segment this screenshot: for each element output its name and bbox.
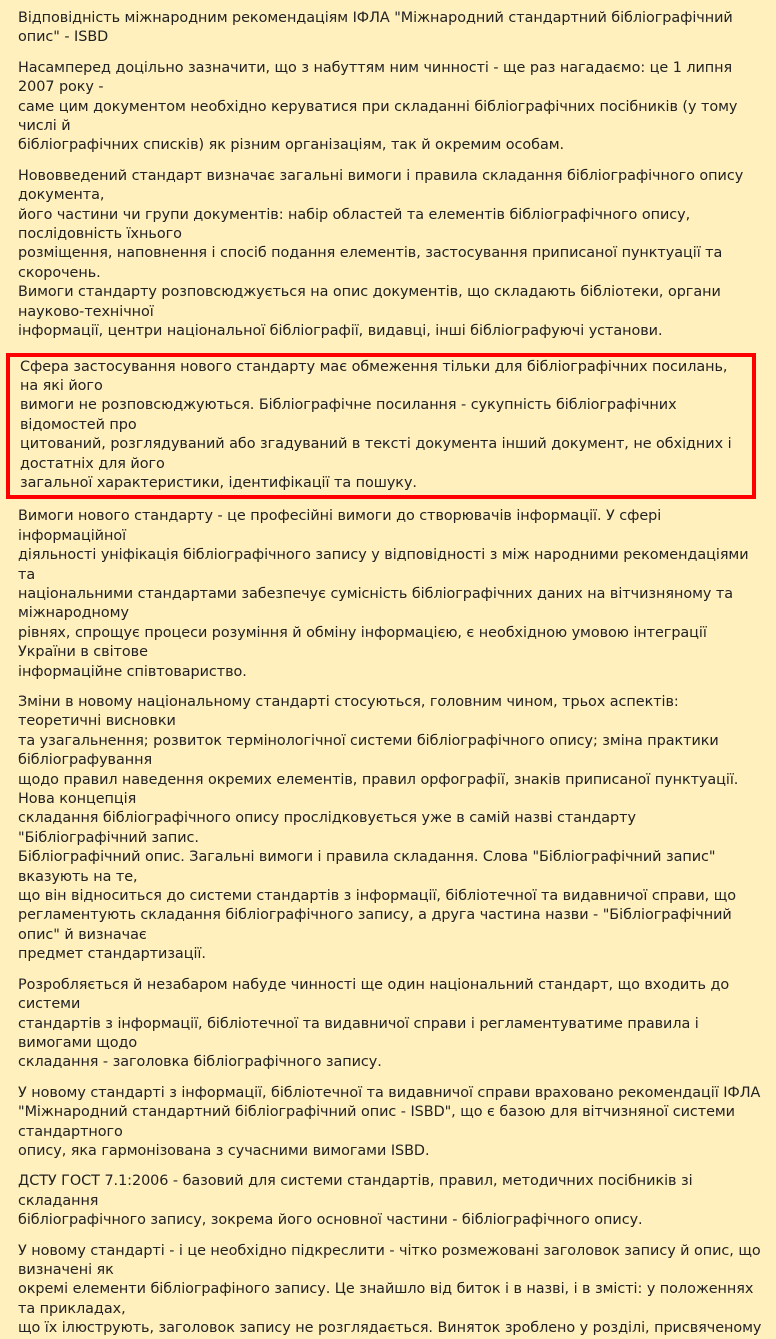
paragraph: Насамперед доцільно зазначити, що з набуттям ним чинності - ще раз нагадаємо: це 1 липня 2007 року - саме цим документом необхідно керуватися при складанні бібліографічних посібників (у тому числі й бібліографічних списків) як різним організаціям, так й окремим особам. xyxy=(18,59,738,154)
paragraph-title: Відповідність міжнародним рекомендаціям ІФЛА "Міжнародний стандартний бібліографічний опис" - ISBD xyxy=(18,10,733,46)
paragraph: У новому стандарті з інформації, бібліотечної та видавничої справи враховано рекомендації ІФЛА "Міжнародний стандартний бібліографічний опис - ISBD", що є базою для вітчизняної системи стандартного опису, яка гармонізована з сучасними вимогами ISBD. xyxy=(18,1084,761,1159)
paragraph: Зміни в новому національному стандарті стосуються, головним чином, трьох аспектів: теоретичні висновки та узагальнення; розвиток термінологічної системи бібліографічного опису; зміна практики бібліографування щодо правил наведення окремих елементів, правил орфографії, знаків приписаної пунктуації. Нова концепція складання бібліографічного опису прослідковується уже в самій назві стандарту "Бібліографічний запис. Бібліографічний опис. Загальні вимоги і правила складання. Слова "Бібліографічний запис" вказують на те, що він відноситься до системи стандартів з інформації, бібліотечної та видавничої справи, що регламентують складання бібліографічного запису, а друга частина назви - "Бібліографічний опис" й визначає предмет стандартизації. xyxy=(18,694,739,963)
paragraph: У новому стандарті - і це необхідно підкреслити - чітко розмежовані заголовок запису й опис, що визначені як окремі елементи бібліографіного запису. Це знайшло від биток і в назві, і в змісті: у положеннях та прикладах, що їх ілюструють, заголовок запису не розглядається. Виняток зроблено у розділі, присвяченому xyxy=(18,1242,762,1337)
paragraph: Розробляється й незабаром набуде чинності ще один національний стандарт, що входить до системи стандартів з інформації, бібліотечної та видавничої справи і регламентуватиме правила і вимогами щодо складання - заголовка бібліографічного запису. xyxy=(18,976,730,1071)
paragraph: Вимоги нового стандарту - це професійні вимоги до створювачів інформації. У сфері інформаційної діяльності уніфікація бібліографічного запису у відповідності з між народними рекомендаціями та національними стандартами забезпечує сумісність бібліографічних даних на вітчизняному та міжнародному рівнях, спрощує процеси розуміння й обміну інформацією, є необхідною умовою інтеграції України в світове інформаційне співтовариство. xyxy=(18,508,749,680)
paragraph: Нововведений стандарт визначає загальні вимоги і правила складання бібліографічного опису документа, його частини чи групи документів: набір областей та елементів бібліографічного опису, послідовність їхнього розміщення, наповнення і спосіб подання елементів, застосування приписаної пунктуації та скорочень. Вимоги стандарту розповсюджується на опис документів, що складають бібліотеки, органи науково-технічної інформації, центри національної бібліографії, видавці, інші бібліографуючі установи. xyxy=(18,167,744,340)
paragraph: ДСТУ ГОСТ 7.1:2006 - базовий для системи стандартів, правил, методичних посібників зі складання бібліографічного запису, зокрема його основної частини - бібліографічного опису. xyxy=(18,1173,693,1229)
highlighted-paragraph: Сфера застосування нового стандарту має обмеження тільки для бібліографічних посилань, на які його вимоги не розповсюджуються. Бібліографічне посилання - сукупність бібліографічних відомостей про цитований, розглядуваний або згадуваний в тексті документа інший документ, не обхідних і достатніх для його загальної характеристики, ідентифікації та пошуку. xyxy=(6,353,756,500)
